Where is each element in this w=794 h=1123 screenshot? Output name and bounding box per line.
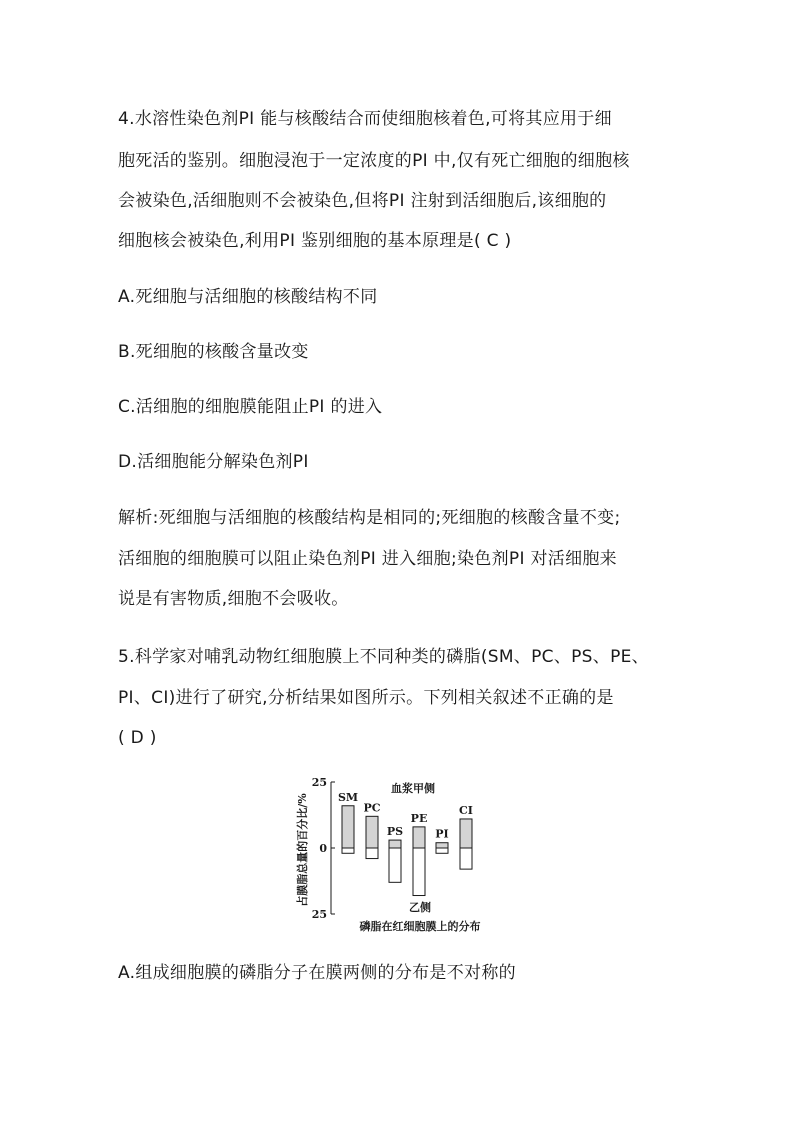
chart-y-axis-label: 占膜脂总量的百分比/% <box>296 793 309 907</box>
chart-bar-lower-sm <box>342 848 354 853</box>
chart-y-tick-label: 0 <box>319 842 327 855</box>
question-5-line-2: PI、CI)进行了研究,分析结果如图所示。下列相关叙述不正确的是 <box>118 688 614 708</box>
chart-bar-upper-sm <box>342 806 354 848</box>
chart-bar-lower-pi <box>436 848 448 853</box>
chart-bar-upper-ci <box>460 819 472 848</box>
chart-bar-lower-ps <box>389 848 401 882</box>
chart-bar-upper-ps <box>389 840 401 848</box>
phospholipid-distribution-chart <box>290 770 520 940</box>
chart-svg <box>290 770 520 940</box>
chart-bar-upper-pe <box>413 827 425 848</box>
question-5-line-1: 5.科学家对哺乳动物红细胞膜上不同种类的磷脂(SM、PC、PS、PE、 <box>118 647 649 667</box>
chart-x-axis-label: 磷脂在红细胞膜上的分布 <box>359 920 481 933</box>
option-d: D.活细胞能分解染色剂PI <box>118 452 309 472</box>
chart-y-tick-label: 25 <box>311 908 327 921</box>
analysis-line-1: 解析:死细胞与活细胞的核酸结构是相同的;死细胞的核酸含量不变; <box>118 508 621 528</box>
analysis-line-2: 活细胞的细胞膜可以阻止染色剂PI 进入细胞;染色剂PI 对活细胞来 <box>118 549 617 569</box>
question-4-line-1: 4.水溶性染色剂PI 能与核酸结合而使细胞核着色,可将其应用于细 <box>118 109 612 129</box>
option-a: A.死细胞与活细胞的核酸结构不同 <box>118 287 378 307</box>
option-b: B.死细胞的核酸含量改变 <box>118 342 309 362</box>
question-4-line-4: 细胞核会被染色,利用PI 鉴别细胞的基本原理是( C ) <box>118 231 512 251</box>
chart-bar-upper-pc <box>366 816 378 848</box>
question-4-line-2: 胞死活的鉴别。细胞浸泡于一定浓度的PI 中,仅有死亡细胞的细胞核 <box>118 151 630 171</box>
analysis-line-3: 说是有害物质,细胞不会吸收。 <box>118 589 349 609</box>
chart-bottom-side-label: 乙侧 <box>409 901 431 914</box>
chart-bar-upper-pi <box>436 843 448 848</box>
question-5-option-a: A.组成细胞膜的磷脂分子在膜两侧的分布是不对称的 <box>118 963 516 983</box>
question-4-line-3: 会被染色,活细胞则不会被染色,但将PI 注射到活细胞后,该细胞的 <box>118 191 607 211</box>
chart-category-label-pi: PI <box>435 827 449 841</box>
chart-category-label-pc: PC <box>363 801 381 815</box>
chart-y-tick-label: 25 <box>311 776 327 789</box>
chart-category-label-sm: SM <box>337 790 359 804</box>
chart-bar-lower-ci <box>460 848 472 869</box>
chart-top-side-label: 血浆甲侧 <box>391 782 435 795</box>
chart-category-label-pe: PE <box>410 811 428 825</box>
chart-bar-lower-pe <box>413 848 425 896</box>
chart-bar-lower-pc <box>366 848 378 859</box>
chart-category-label-ci: CI <box>459 803 473 817</box>
option-c: C.活细胞的细胞膜能阻止PI 的进入 <box>118 397 383 417</box>
chart-category-label-ps: PS <box>386 825 404 839</box>
question-5-line-3: ( D ) <box>118 728 157 748</box>
